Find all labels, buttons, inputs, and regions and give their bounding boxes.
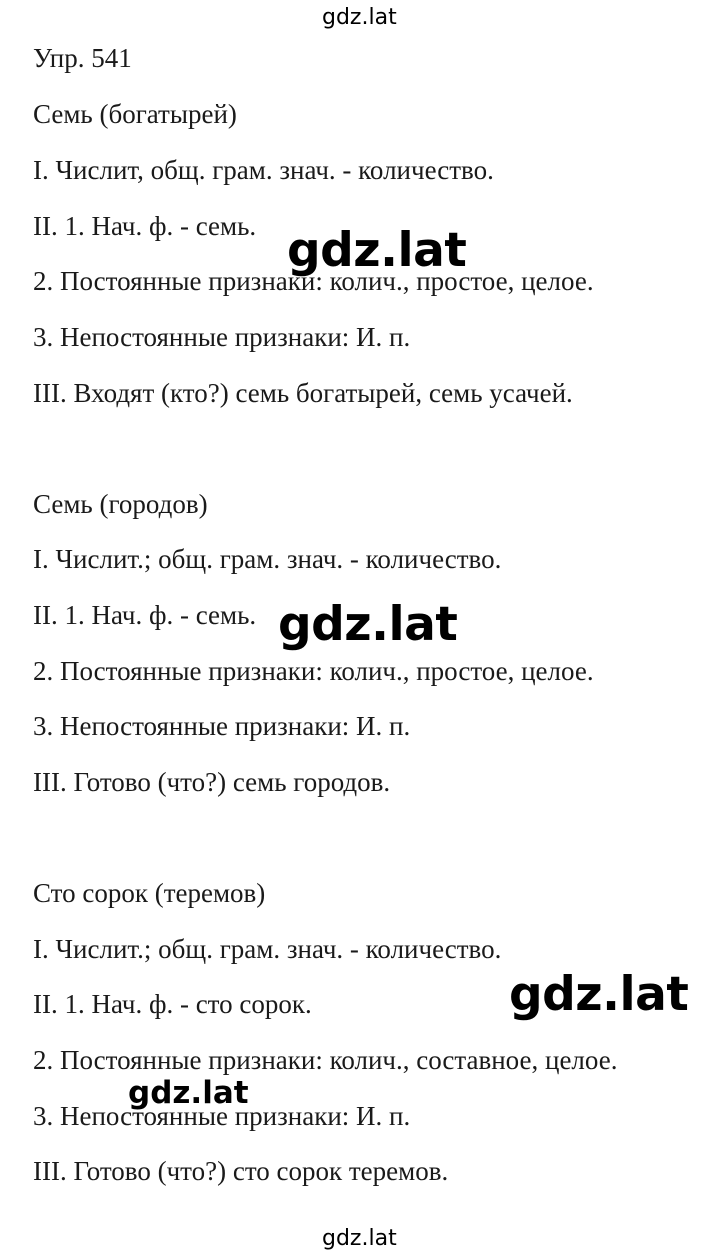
watermark-overlay-4: gdz.lat [128, 1075, 249, 1111]
section-1-line-2: II. 1. Нач. ф. - семь. [33, 211, 257, 241]
exercise-title: Упр. 541 [33, 43, 132, 73]
section-1-line-4: 3. Непостоянные признаки: И. п. [33, 322, 411, 352]
section-1-line-1: I. Числит, общ. грам. знач. - количество. [33, 155, 494, 185]
section-2-line-1: I. Числит.; общ. грам. знач. - количество. [33, 544, 502, 574]
section-1-heading: Семь (богатырей) [33, 99, 237, 129]
watermark-overlay-2: gdz.lat [278, 597, 458, 652]
section-1-line-3: 2. Постоянные признаки: колич., простое, целое. [33, 266, 594, 296]
section-3-line-5: III. Готово (что?) сто сорок теремов. [33, 1156, 449, 1186]
section-3-line-1: I. Числит.; общ. грам. знач. - количество. [33, 934, 502, 964]
watermark-overlay-3: gdz.lat [509, 967, 689, 1022]
section-3-heading: Сто сорок (теремов) [33, 878, 266, 908]
section-3-line-4: 3. Непостоянные признаки: И. п. [33, 1101, 411, 1131]
section-2-line-4: 3. Непостоянные признаки: И. п. [33, 711, 411, 741]
watermark-top: gdz.lat [322, 5, 397, 30]
section-2-line-2: II. 1. Нач. ф. - семь. [33, 600, 257, 630]
section-2-heading: Семь (городов) [33, 489, 208, 519]
section-2-line-3: 2. Постоянные признаки: колич., простое, целое. [33, 656, 594, 686]
section-2-line-5: III. Готово (что?) семь городов. [33, 767, 391, 797]
section-3-line-3: 2. Постоянные признаки: колич., составное, целое. [33, 1045, 618, 1075]
section-1-line-5: III. Входят (кто?) семь богатырей, семь усачей. [33, 378, 573, 408]
watermark-overlay-1: gdz.lat [287, 223, 467, 278]
watermark-bottom: gdz.lat [322, 1226, 397, 1251]
section-3-line-2: II. 1. Нач. ф. - сто сорок. [33, 989, 312, 1019]
